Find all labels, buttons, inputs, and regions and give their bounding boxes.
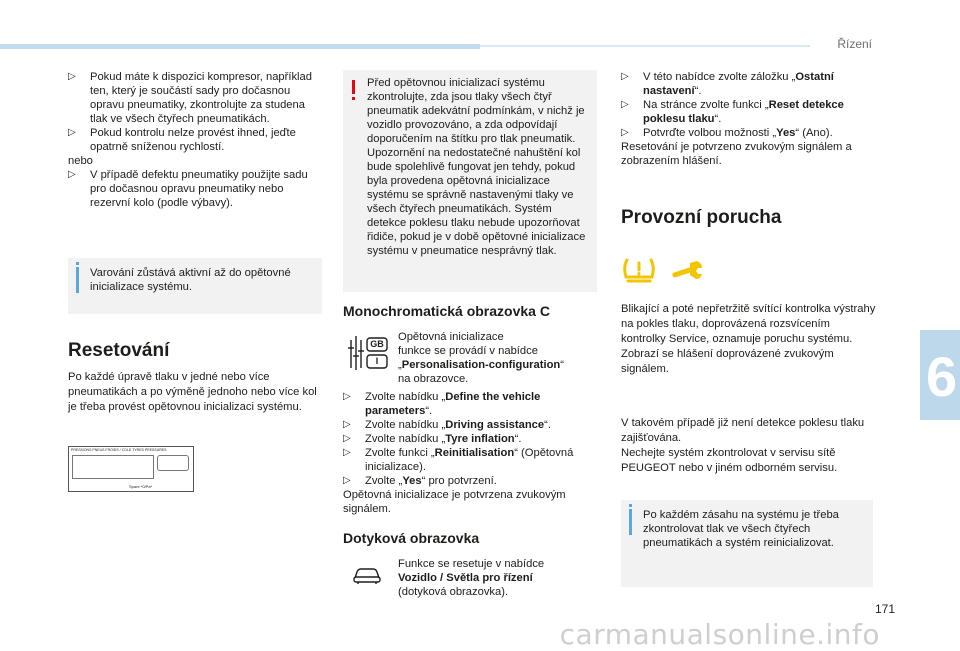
- tyre-pressure-warning-icon: [621, 257, 657, 285]
- list-item: ▷ V případě defektu pneumatiky použijte sadu pro dočasnou opravu pneumatiky nebo rezervní kolo (podle výbavy).: [68, 169, 308, 209]
- list-item: ▷ Zvolte funkci „Reinitialisation“ (Opětovná inicializace).: [343, 447, 574, 473]
- chapter-tab: [920, 330, 960, 420]
- warning-note: Před opětovnou inicializací systému zkontrolujte, zda jsou tlaky všech čtyř pneumatik adekvátní podmínkám, v nichž je vozidlo provozováno, a zda odpovídají doporučením na štítku pro tlak pneumatik. Upozornění na nedostatečné nahuštění kol bude spolehlivě fungovat jen tehdy, pokud byla provedena opětovná inicializace systému se správně nastavenými tlaky ve všech čtyřech pneumatikách. Systém detekce poklesu tlaku nebude upozorňovat řidiče, pokud je v době opětovné inicializace systému v pneumatice nesprávný tlak.: [343, 70, 597, 292]
- mono-intro: Opětovná inicializace funkce se provádí v nabídce „Personalisation-configuration“ na obrazovce.: [398, 330, 598, 386]
- label-footer: Spare *0/Pa*: [129, 484, 153, 489]
- touch-screen-heading: Dotyková obrazovka: [343, 530, 480, 546]
- header-bar: [0, 44, 480, 49]
- label-grid: [72, 455, 154, 479]
- arrow-bullet-icon: ▷: [343, 419, 351, 430]
- list-item: ▷ Zvolte nabídku „Define the vehicle parameters“.: [343, 391, 541, 417]
- info-icon: [76, 267, 79, 293]
- arrow-bullet-icon: ▷: [621, 99, 629, 110]
- or-text: nebo: [68, 155, 93, 167]
- list-item: ▷ Pokud máte k dispozici kompresor, například ten, který je součástí sady pro dočasnou opravu pneumatiky, zkontrolujte za studena tlak ve všech čtyřech pneumatikách.: [68, 71, 312, 125]
- menu-path: „Personalisation-configuration“: [398, 359, 564, 371]
- fault-heading: Provozní porucha: [621, 207, 782, 228]
- fault-action: V takovém případě již není detekce poklesu tlaku zajišťována. Nechejte systém zkontrolovat v servisu sítě PEUGEOT nebo v jiném odborném servisu.: [621, 417, 865, 474]
- arrow-bullet-icon: ▷: [68, 169, 76, 180]
- label-header: PRESSIONS PNEUS FROIDS / COLD TYRES PRESSURES: [71, 448, 167, 452]
- tyre-pressure-label-image: [68, 446, 194, 492]
- col1-text: [68, 70, 324, 210]
- arrow-bullet-icon: ▷: [343, 447, 351, 458]
- list-item: ▷ Zvolte nabídku „Tyre inflation“.: [343, 433, 522, 445]
- menu-button-icon: [347, 334, 389, 372]
- arrow-bullet-icon: ▷: [621, 71, 629, 82]
- reset-paragraph: Po každé úpravě tlaku v jedné nebo více pneumatikách a po výměně jednoho nebo více kol je třeba provést opětovnou inicializaci systému.: [68, 371, 317, 413]
- col3-steps: [621, 70, 877, 168]
- arrow-bullet-icon: ▷: [621, 127, 629, 138]
- watermark: carmanualsonline.info: [559, 618, 880, 651]
- arrow-bullet-icon: ▷: [343, 475, 351, 486]
- confirm-text: Opětovná inicializace je potvrzena zvukovým signálem.: [343, 489, 566, 515]
- list-item: ▷ Na stránce zvolte funkci „Reset detekce poklesu tlaku“.: [621, 99, 844, 125]
- arrow-bullet-icon: ▷: [343, 391, 351, 402]
- list-item: ▷ Zvolte „Yes“ pro potvrzení.: [343, 475, 497, 487]
- i-label: I: [375, 356, 379, 366]
- after-steps-text: Resetování je potvrzeno zvukovým signálem a zobrazením hlášení.: [621, 141, 852, 167]
- info-icon: [629, 509, 632, 535]
- section-title: Řízení: [837, 37, 872, 51]
- list-item: ▷ Pokud kontrolu nelze provést ihned, jeďte opatrně sníženou rychlostí.: [68, 127, 296, 153]
- service-wrench-icon: [670, 259, 704, 283]
- car-icon: [352, 565, 382, 585]
- header-line: [480, 45, 810, 47]
- list-item: ▷ Zvolte nabídku „Driving assistance“.: [343, 419, 551, 431]
- mono-screen-heading: Monochromatická obrazovka C: [343, 303, 550, 319]
- gb-label: GB: [370, 339, 384, 349]
- mono-steps: [343, 390, 599, 516]
- chapter-number: 6: [926, 345, 958, 408]
- label-car-icon: [157, 455, 189, 471]
- arrow-bullet-icon: ▷: [343, 433, 351, 444]
- touch-text: Funkce se resetuje v nabídce Vozidlo / Světla pro řízení (dotyková obrazovka).: [398, 558, 545, 598]
- list-item: ▷ V této nabídce zvolte záložku „Ostatní nastavení“.: [621, 71, 834, 97]
- warning-icon: [352, 80, 355, 94]
- info-note: Varování zůstává aktivní až do opětovné inicializace systému.: [68, 258, 322, 314]
- info-note: Po každém zásahu na systému je třeba zkontrolovat tlak ve všech čtyřech pneumatikách a systém reinicializovat.: [621, 500, 873, 587]
- fault-description: Blikající a poté nepřetržitě svítící kontrolka výstrahy na pokles tlaku, doprovázená rozsvícením kontrolky Service, oznamuje poruchu systému. Zobrazí se hlášení doprovázené zvukovým signálem.: [621, 303, 876, 375]
- reset-heading: Resetování: [68, 340, 170, 361]
- list-item: ▷ Potvrďte volbou možnosti „Yes“ (Ano).: [621, 127, 833, 139]
- arrow-bullet-icon: ▷: [68, 71, 76, 82]
- arrow-bullet-icon: ▷: [68, 127, 76, 138]
- page-number: 171: [874, 602, 895, 616]
